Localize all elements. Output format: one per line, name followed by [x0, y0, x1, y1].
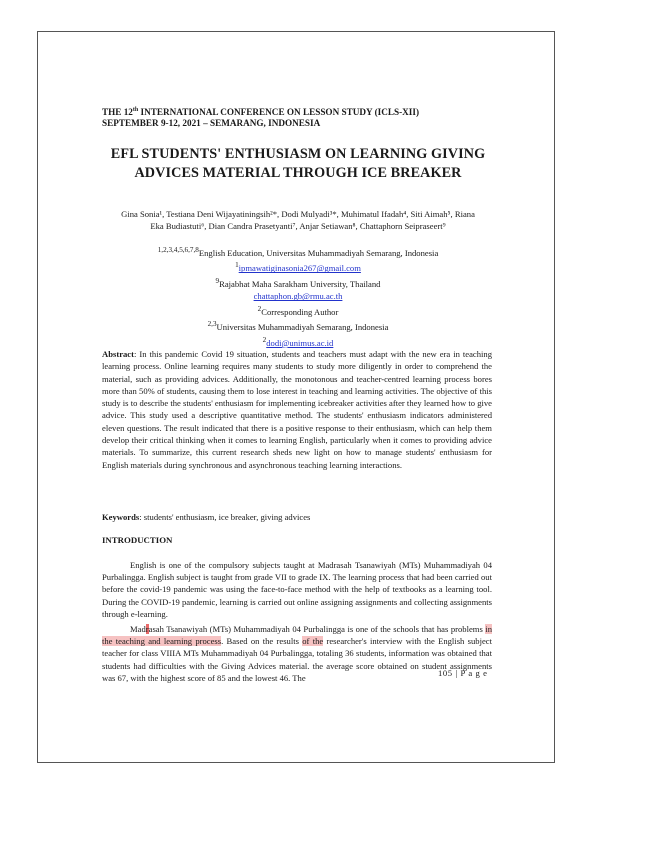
conference-line-2: SEPTEMBER 9-12, 2021 – SEMARANG, INDONESIA — [102, 118, 321, 129]
abstract-label: Abstract — [102, 349, 134, 359]
email-3: $^2$dodi@unimus.ac.id — [262, 335, 334, 348]
affiliations — [98, 244, 498, 349]
keywords-label: Keywords — [102, 512, 140, 522]
conference-line-1: THE 12th INTERNATIONAL CONFERENCE ON LESSON STUDY (ICLS-XII) — [102, 107, 420, 118]
page-number: 105 | P a g e — [438, 668, 488, 678]
corresponding-author: $^2$Corresponding Author — [257, 304, 339, 317]
highlight-cursor-mark[interactable]: r — [145, 624, 149, 634]
introduction-paragraph-1: English is one of the compulsory subjects taught at Madrasah Tsanawiyah (MTs) Muhammadiyah 04 Purbalingga. English subject is taught from grade VII to grade IX. The learning process that had been carried out before the covid-19 pandemic was using the face-to-face method with the help of textbooks as a learning tool. During the COVID-19 pandemic, learning is carried out online assigning assignments and collecting assignments through e-learning. — [102, 560, 492, 619]
email-link-3[interactable]: dodi@unimus.ac.id — [266, 337, 334, 348]
authors-line-2: Eka Budiastuti⁶, Dian Candra Prasetyanti⁷, Anjar Setiawan⁸, Chattaphorn Seipraseert⁹ — [150, 221, 446, 231]
highlight-of-the[interactable]: of the — [302, 636, 324, 647]
paper-title — [78, 145, 518, 183]
keywords — [102, 511, 492, 523]
email-2 — [98, 290, 498, 303]
title-line-1: EFL STUDENTS' ENTHUSIASM ON LEARNING GIVING — [110, 146, 486, 162]
abstract — [102, 348, 492, 471]
conference-header — [102, 105, 419, 129]
document-page — [37, 31, 555, 763]
author-list — [98, 208, 498, 232]
email-1: $^1$ipmawatiginasonia267@gmail.com — [235, 261, 361, 274]
email-link-1[interactable]: ipmawatiginasonia267@gmail.com — [238, 263, 361, 274]
conference-ordinal: th — [132, 107, 139, 113]
section-heading-introduction: INTRODUCTION — [102, 535, 173, 545]
introduction-paragraph-2: Madrasah Tsanawiyah (MTs) Muhammadiyah 04 Purbalingga is one of the schools that has problems in the teaching and learning process. Based on the results of the researcher's interview with the English subject teacher for class VIIIA MTs Muhammadiyah 04 Purbalingga, totaling 36 students, information was obtained that students had difficulties with the Giving Advices material. the average score obtained on student assignments was 67, with the highest score of 85 and the lowest 46. The — [102, 624, 492, 683]
email-link-2[interactable]: chattaphon.gb@rmu.ac.th — [253, 291, 343, 302]
highlight-teaching-process[interactable]: in the teaching and learning process — [102, 624, 492, 647]
affiliation-3: $^{2,3}$Universitas Muhammadiyah Semarang, Indonesia — [207, 320, 389, 333]
title-line-2: ADVICES MATERIAL THROUGH ICE BREAKER — [134, 165, 462, 181]
abstract-text: : In this pandemic Covid 19 situation, students and teachers must adapt with the new era in teaching learning process. Online learning requires many students to study more diligently in order to comprehend the material, such as providing advices. Additionally, the monotonous and teacher-centred learning process bores more than 50% of students, causing them to lose interest in teaching and learning activities. The objective of this study is to describe the students' enthusiasm for implementing icebreaker activities after they learned how to give advice. This study used a descriptive quantitative method. The students' enthusiasm indicators administered eleven questions. The result indicated that there is a positive response to their enthusiasm, which can help them develop their critical thinking when it comes to learning English, particularly when it comes to providing advice materials. To summarize, this current research sheds new light on how to manage students' enthusiasm for English materials during synchronous and asynchronous teaching learning interactions. — [102, 349, 492, 470]
affiliation-2: $^9$Rajabhat Maha Sarakham University, Thailand — [215, 276, 381, 289]
keywords-text: : students' enthusiasm, ice breaker, giving advices — [139, 512, 311, 522]
authors-line-1: Gina Sonia¹, Testiana Deni Wijayatiningsih²*, Dodi Mulyadi³*, Muhimatul Ifadah⁴, Siti Aimah⁵, Riana — [121, 209, 475, 219]
affiliation-1: $^{1,2,3,4,5,6,7,8}$English Education, Universitas Muhammadiyah Semarang, Indonesia — [157, 246, 439, 258]
